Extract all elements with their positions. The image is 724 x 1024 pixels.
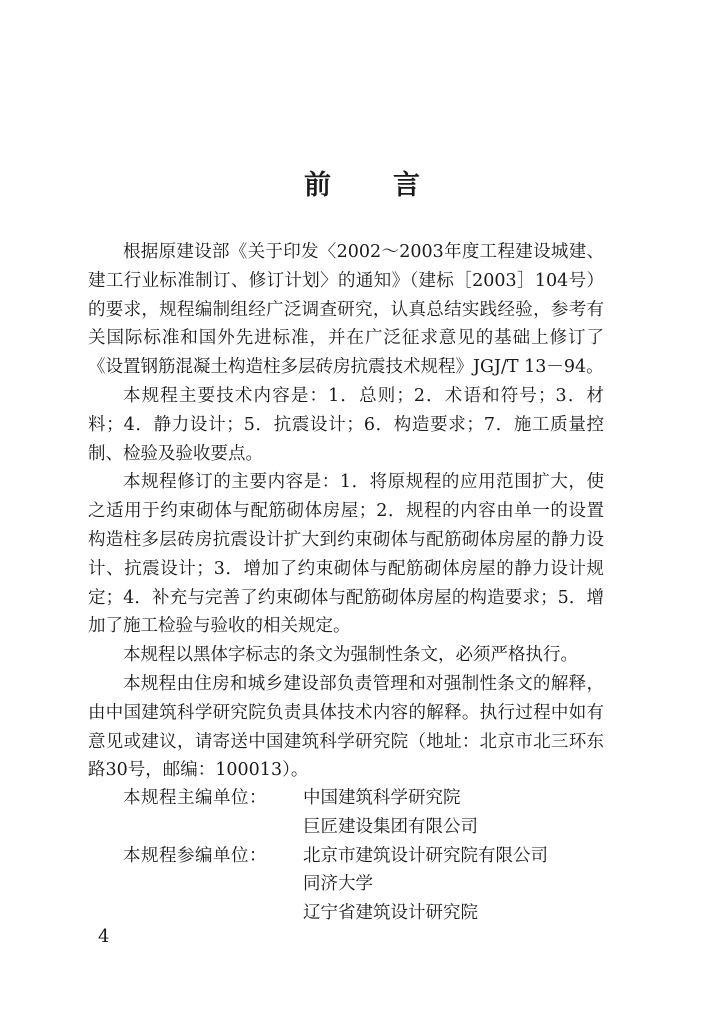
- participating-editor-label: 本规程参编单位：: [123, 845, 267, 866]
- paragraph-mandatory-provisions: 本规程以黑体字标志的条文为强制性条文，必须严格执行。: [123, 645, 578, 666]
- paragraph-administration: 本规程由住房和城乡建设部负责管理和对强制性条文的解释，由中国建筑科学研究院负责具体技术内容的解释。执行过程中如有意见或建议，请寄送中国建筑科学研究院（地址：北京市北三环东路30号，邮编：100013）。: [88, 673, 604, 781]
- chief-editor-row: [88, 813, 628, 842]
- paragraph-revision-contents: 本规程修订的主要内容是：1．将原规程的应用范围扩大，使之适用于约束砌体与配筋砌体房屋；2．规程的内容由单一的设置构造柱多层砖房抗震设计扩大到约束砌体与配筋砌体房屋的静力设计、抗震设计；3．增加了约束砌体与配筋砌体房屋的静力设计规定；4．补充与完善了约束砌体与配筋砌体房屋的构造要求；5．增加了施工检验与验收的相关规定。: [88, 472, 604, 637]
- participating-editor-row: [88, 899, 628, 928]
- chief-editor-unit: 巨匠建设集团有限公司: [303, 816, 478, 837]
- paragraph-background: 根据原建设部《关于印发〈2002～2003年度工程建设城建、建工行业标准制订、修订计划〉的通知》（建标［2003］104号）的要求，规程编制组经广泛调查研究，认真总结实践经验，参考有关国际标准和国外先进标准，并在广泛征求意见的基础上修订了《设置钢筋混凝土构造柱多层砖房抗震技术规程》JGJ/T 13－94。: [88, 242, 604, 378]
- page-title: 前言: [304, 170, 482, 201]
- chief-editor-unit: 中国建筑科学研究院: [303, 788, 461, 808]
- chief-editor-row: [88, 784, 628, 813]
- participating-editor-row: [88, 870, 628, 899]
- paragraph-technical-contents: 本规程主要技术内容是：1．总则；2．术语和符号；3．材料；4．静力设计；5．抗震设计；6．构造要求；7．施工质量控制、检验及验收要点。: [88, 385, 604, 464]
- page-number: 4: [98, 926, 110, 947]
- chief-editor-label: 本规程主编单位：: [123, 788, 267, 808]
- participating-editor-unit: 北京市建筑设计研究院有限公司: [303, 845, 548, 866]
- participating-editor-row: [88, 842, 628, 871]
- editor-list: [88, 784, 628, 928]
- participating-editor-unit: 同济大学: [303, 874, 373, 895]
- foreword-body: [88, 238, 604, 785]
- participating-editor-unit: 辽宁省建筑设计研究院: [303, 903, 478, 924]
